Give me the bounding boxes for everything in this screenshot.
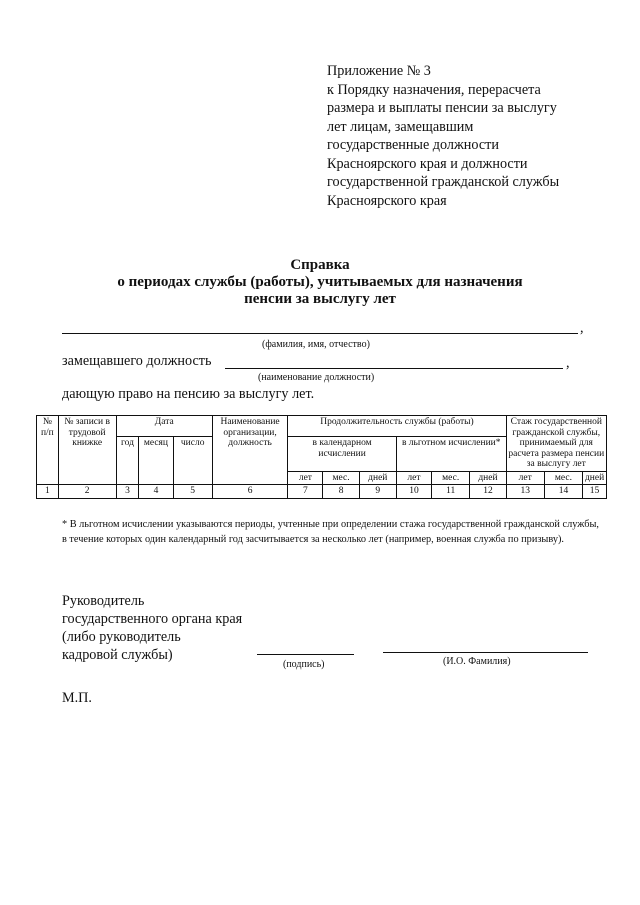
position-field-line[interactable] xyxy=(225,368,563,369)
appendix-line: к Порядку назначения, перерасчета xyxy=(327,81,541,98)
column-number: 2 xyxy=(58,485,116,499)
column-number: 3 xyxy=(116,485,139,499)
column-number: 11 xyxy=(432,485,470,499)
doc-subtitle-1: о периодах службы (работы), учитываемых для назначения xyxy=(117,274,523,290)
header-calendar: в календарном исчислении xyxy=(288,437,397,472)
appendix-line: Приложение № 3 xyxy=(327,63,431,79)
position-label: замещавшего должность xyxy=(62,353,212,369)
doc-title: Справка xyxy=(290,257,350,273)
column-number: 9 xyxy=(359,485,396,499)
signature-field-line[interactable] xyxy=(257,654,354,655)
unit-cell: лет xyxy=(288,471,323,485)
header-day: число xyxy=(173,437,212,485)
header-year: год xyxy=(116,437,139,485)
unit-cell: дней xyxy=(583,471,607,485)
column-number: 10 xyxy=(396,485,431,499)
fio-field-line[interactable] xyxy=(62,333,578,334)
column-number: 1 xyxy=(37,485,59,499)
fio-comma: , xyxy=(580,320,584,336)
service-periods-table xyxy=(36,415,607,499)
unit-cell: дней xyxy=(470,471,506,485)
name-caption: (И.О. Фамилия) xyxy=(443,656,511,667)
column-number: 4 xyxy=(139,485,173,499)
column-number: 7 xyxy=(288,485,323,499)
signature-caption: (подпись) xyxy=(283,659,325,670)
signer-line: (либо руководитель xyxy=(62,629,181,645)
unit-cell: мес. xyxy=(432,471,470,485)
signer-line: Руководитель xyxy=(62,593,145,609)
signer-block xyxy=(62,592,242,664)
header-date: Дата xyxy=(116,416,212,437)
right-text: дающую право на пенсию за выслугу лет. xyxy=(62,386,315,402)
header-duration: Продолжительность службы (работы) xyxy=(288,416,506,437)
appendix-line: государственной гражданской службы xyxy=(327,174,560,190)
unit-cell: лет xyxy=(396,471,431,485)
position-caption: (наименование должности) xyxy=(258,372,375,383)
unit-cell: мес. xyxy=(544,471,582,485)
column-number: 12 xyxy=(470,485,506,499)
signer-line: кадровой службы) xyxy=(62,647,173,663)
position-comma: , xyxy=(566,355,570,371)
doc-subtitle-2: пенсии за выслугу лет xyxy=(244,291,396,307)
fio-caption: (фамилия, имя, отчество) xyxy=(262,339,370,350)
column-number: 5 xyxy=(173,485,212,499)
appendix-block xyxy=(327,62,627,210)
header-org: Наименование организации, должность xyxy=(212,416,288,485)
column-number: 14 xyxy=(544,485,582,499)
appendix-line: Красноярского края и должности xyxy=(327,155,528,172)
header-num: № п/п xyxy=(37,416,59,485)
column-number: 6 xyxy=(212,485,288,499)
appendix-line: лет лицам, замещавшим xyxy=(327,118,474,135)
header-month: месяц xyxy=(139,437,173,485)
column-number: 13 xyxy=(506,485,544,499)
unit-cell: лет xyxy=(506,471,544,485)
name-field-line[interactable] xyxy=(383,652,588,653)
column-number: 8 xyxy=(323,485,359,499)
column-number: 15 xyxy=(583,485,607,499)
header-preferential: в льготном исчислении* xyxy=(396,437,506,472)
signer-line: государственного органа края xyxy=(62,611,243,627)
header-record: № записи в трудовой книжке xyxy=(58,416,116,485)
stamp-place: М.П. xyxy=(62,690,92,706)
unit-cell: мес. xyxy=(323,471,359,485)
appendix-line: размера и выплаты пенсии за выслугу xyxy=(327,100,557,116)
unit-cell: дней xyxy=(359,471,396,485)
footnote: * В льготном исчислении указываются периоды, учтенные при определении стажа государственной гражданской службы, в течение которых один календарный год засчитывается за несколько лет (например, военная служба по призыву). xyxy=(62,519,599,545)
header-stazh: Стаж государственной гражданской службы, принимаемый для расчета размера пенсии за выслугу лет xyxy=(506,416,606,472)
appendix-line: Красноярского края xyxy=(327,192,447,209)
appendix-line: государственные должности xyxy=(327,137,499,153)
